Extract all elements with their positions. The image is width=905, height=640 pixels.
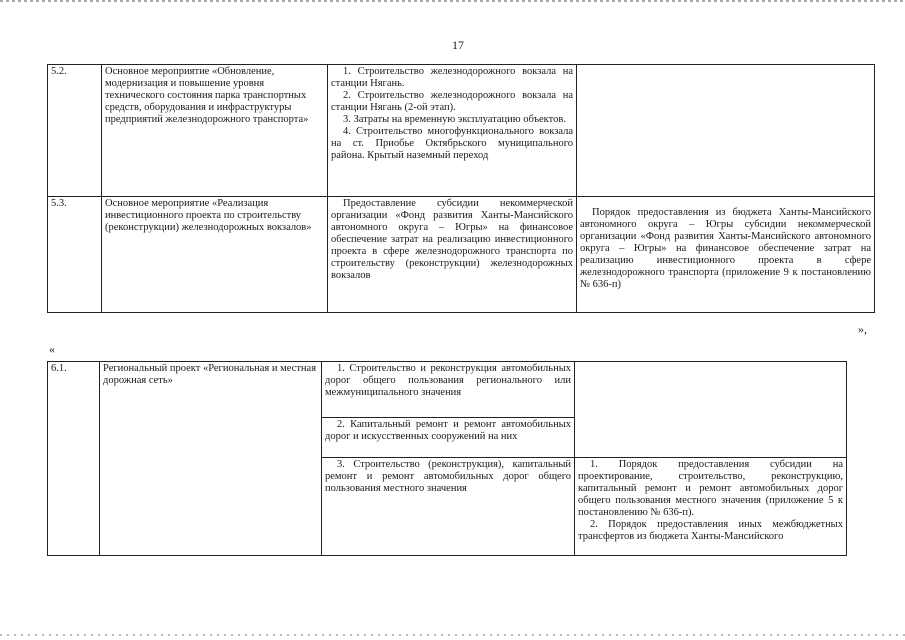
regulatory-doc: 2. Порядок предоставления иных межбюджетных трансфертов из бюджета Ханты-Мансийского <box>578 519 843 542</box>
table-row <box>48 65 875 197</box>
measure-item: 4. Строительство многофункционального вокзала на ст. Приобье Октябрьского муниципального района. Крытый наземный переход <box>331 126 573 161</box>
program-table-continued <box>47 64 875 313</box>
regulatory-docs-empty <box>575 362 847 458</box>
opening-quote: « <box>49 342 55 356</box>
closing-quote: », <box>858 322 867 336</box>
measure-name: Основное мероприятие «Обновление, модернизация и повышение уровня технического состояния парка транспортных средств, оборудования и инфраструктуры предприятий железнодорожного транспорта» <box>102 65 328 197</box>
measure-item-cell <box>322 458 575 556</box>
row-number: 5.2. <box>48 65 102 197</box>
measure-item: 1. Строительство железнодорожного вокзала на станции Нягань. <box>331 66 573 89</box>
regulatory-docs <box>577 197 875 313</box>
page-number: 17 <box>452 38 464 52</box>
measure-item: 3. Строительство (реконструкция), капитальный ремонт и ремонт автомобильных дорог общего пользования местного значения <box>325 459 571 494</box>
row-number: 6.1. <box>48 362 100 556</box>
measure-name: Основное мероприятие «Реализация инвестиционного проекта по строительству (реконструкции) железнодорожных вокзалов» <box>102 197 328 313</box>
table-row <box>48 362 847 418</box>
regulatory-doc: 1. Порядок предоставления субсидии на проектирование, строительство, реконструкцию, капитальный ремонт и ремонт автомобильных дорог общего пользования местного значения (приложение 5 к постановлению № 636-п). <box>578 459 843 518</box>
measure-item-cell <box>322 362 575 418</box>
measure-item: 3. Затраты на временную эксплуатацию объектов. <box>343 114 566 125</box>
measure-items <box>328 197 577 313</box>
row-number: 5.3. <box>48 197 102 313</box>
table-row <box>48 197 875 313</box>
measure-item-cell <box>322 418 575 458</box>
regulatory-docs-empty <box>577 65 875 197</box>
measure-name: Региональный проект «Региональная и местная дорожная сеть» <box>100 362 322 556</box>
regulatory-doc: Порядок предоставления из бюджета Ханты-Мансийского автономного округа – Югры субсидии некоммерческой организации «Фонд развития Ханты-Мансийского автономного округа – Югры» на финансовое обеспечение затрат на реализацию инвестиционного проекта в сфере железнодорожного транспорта (приложение 9 к постановлению № 636-п) <box>580 207 871 290</box>
measure-item: 1. Строительство и реконструкция автомобильных дорог общего пользования регионального или межмуниципального значения <box>325 363 571 398</box>
scan-edge-top <box>0 0 905 2</box>
measure-item: Предоставление субсидии некоммерческой организации «Фонд развития Ханты-Мансийского автономного округа – Югры» на финансовое обеспечение затрат на реализацию инвестиционного проекта в сфере железнодорожного транспорта по строительству (реконструкции) железнодорожных вокзалов <box>331 198 573 281</box>
measure-items <box>328 65 577 197</box>
measure-item: 2. Строительство железнодорожного вокзала на станции Нягань (2-ой этап). <box>331 90 573 113</box>
regulatory-docs <box>575 458 847 556</box>
measure-item: 2. Капитальный ремонт и ремонт автомобильных дорог и искусственных сооружений на них <box>325 419 571 442</box>
scan-edge-bottom <box>0 634 905 636</box>
program-table-new <box>47 361 847 556</box>
